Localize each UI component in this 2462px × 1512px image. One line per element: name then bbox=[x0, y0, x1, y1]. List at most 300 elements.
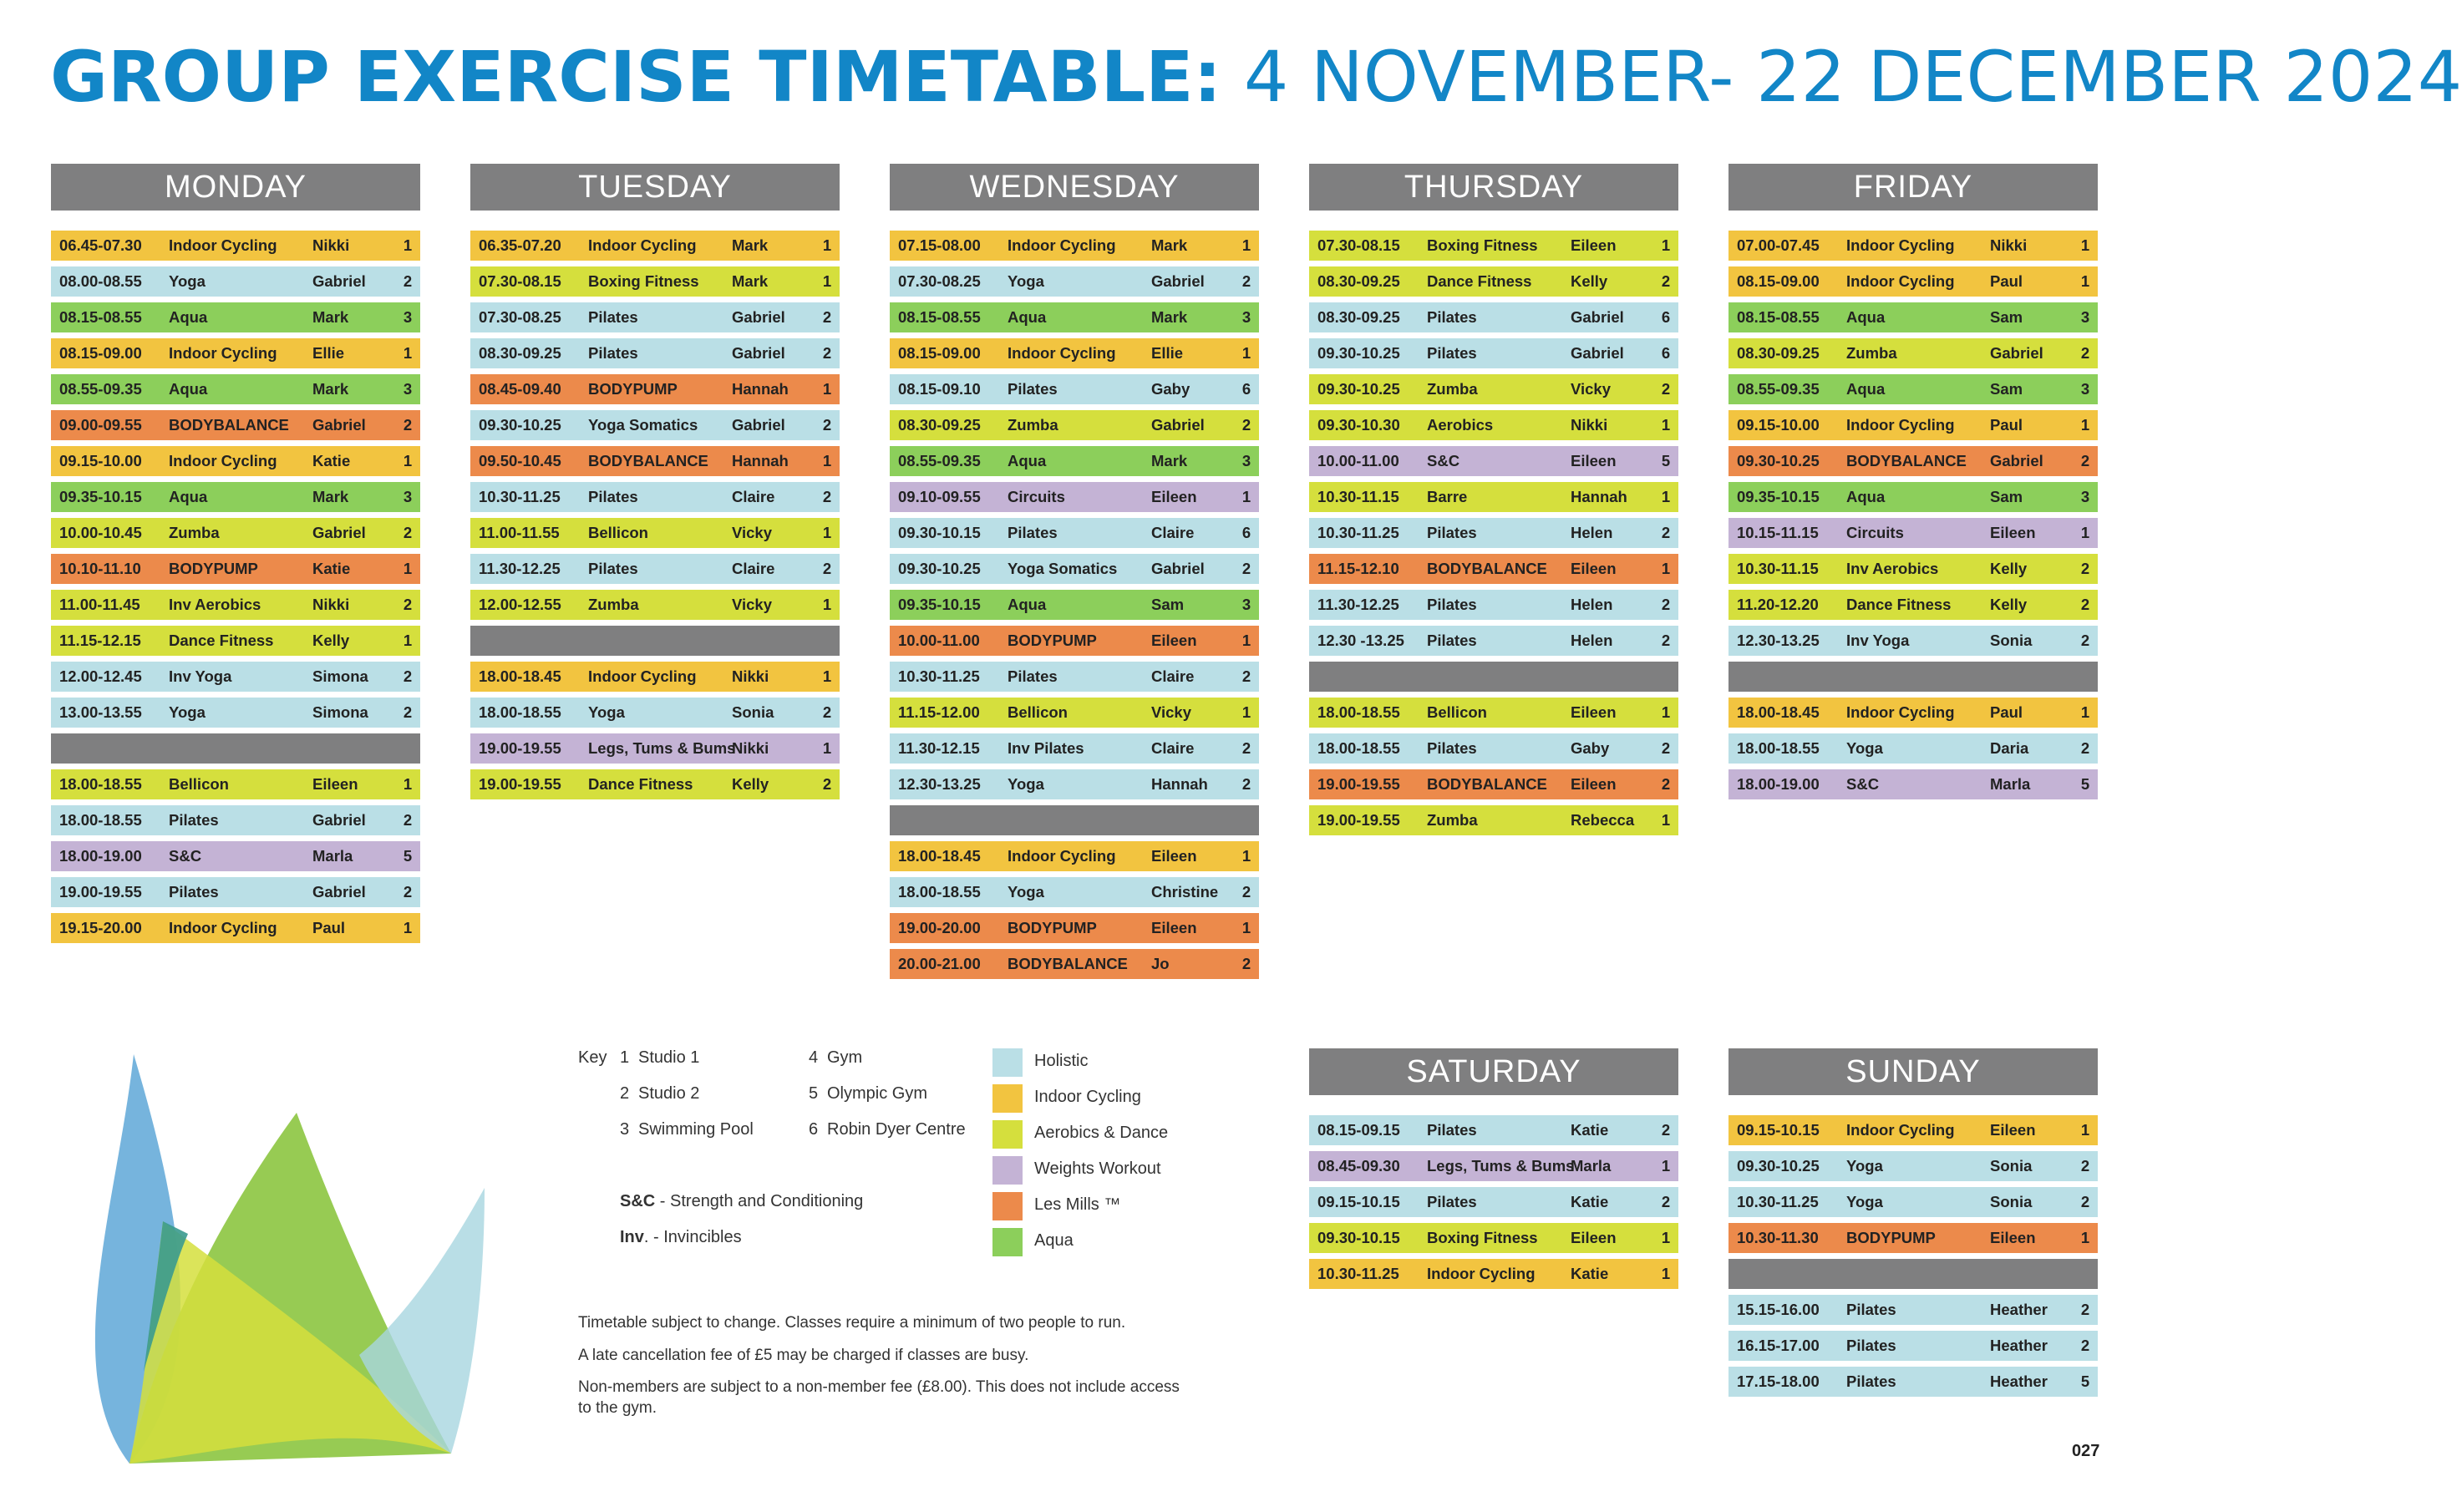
class-name: Yoga bbox=[169, 272, 206, 290]
class-studio: 2 bbox=[1241, 775, 1251, 793]
class-time: 11.30-12.25 bbox=[479, 560, 561, 577]
class-studio: 5 bbox=[2080, 1372, 2090, 1390]
class-studio: 3 bbox=[2080, 380, 2090, 398]
class-time: 10.30-11.25 bbox=[1317, 524, 1399, 541]
class-name: Indoor Cycling bbox=[1846, 236, 1955, 254]
class-instructor: Mark bbox=[312, 308, 349, 326]
class-studio: 2 bbox=[1661, 1193, 1671, 1210]
class-instructor: Eileen bbox=[1571, 560, 1617, 577]
class-time: 10.00-10.45 bbox=[59, 524, 142, 541]
class-time: 06.35-07.20 bbox=[479, 236, 561, 254]
class-time: 18.00-18.45 bbox=[898, 847, 981, 865]
class-instructor: Gabriel bbox=[1151, 560, 1205, 577]
class-studio: 2 bbox=[2080, 1337, 2090, 1354]
class-row bbox=[1309, 590, 1678, 620]
class-name: Zumba bbox=[1427, 811, 1478, 829]
class-name: Boxing Fitness bbox=[588, 272, 699, 290]
class-studio: 2 bbox=[2080, 1193, 2090, 1210]
abbr-meaning: - Strength and Conditioning bbox=[655, 1192, 864, 1210]
class-name: Indoor Cycling bbox=[1008, 236, 1116, 254]
class-time: 09.30-10.15 bbox=[898, 524, 981, 541]
class-time: 13.00-13.55 bbox=[59, 703, 142, 721]
class-name: Indoor Cycling bbox=[1846, 1121, 1955, 1139]
note: A late cancellation fee of £5 may be charged if classes are busy. bbox=[578, 1346, 1029, 1364]
class-row bbox=[1728, 733, 2098, 764]
class-instructor: Eileen bbox=[1990, 1229, 2036, 1246]
class-row bbox=[1309, 769, 1678, 799]
class-studio: 1 bbox=[403, 452, 413, 469]
class-name: Pilates bbox=[1008, 380, 1058, 398]
class-name: Barre bbox=[1427, 488, 1468, 505]
class-studio: 2 bbox=[1241, 955, 1251, 972]
class-time: 09.30-10.25 bbox=[1317, 380, 1400, 398]
day-header-thursday: THURSDAY bbox=[1309, 164, 1678, 211]
class-instructor: Vicky bbox=[1151, 703, 1192, 721]
class-time: 07.30-08.15 bbox=[1317, 236, 1400, 254]
class-instructor: Heather bbox=[1990, 1337, 2048, 1354]
class-time: 09.35-10.15 bbox=[1737, 488, 1820, 505]
class-time: 10.30-11.30 bbox=[1737, 1229, 1819, 1246]
class-studio: 1 bbox=[1241, 488, 1251, 505]
class-instructor: Gaby bbox=[1571, 739, 1610, 757]
class-instructor: Mark bbox=[1151, 236, 1188, 254]
class-row bbox=[890, 338, 1259, 368]
class-row bbox=[51, 554, 420, 584]
class-instructor: Claire bbox=[732, 560, 775, 577]
class-time: 08.30-09.25 bbox=[1737, 344, 1820, 362]
day-column-saturday bbox=[1309, 1048, 1678, 1295]
class-time: 08.30-09.25 bbox=[1317, 272, 1400, 290]
class-instructor: Sonia bbox=[1990, 632, 2033, 649]
class-row bbox=[51, 482, 420, 512]
key-label: Key bbox=[578, 1048, 607, 1067]
class-instructor: Eileen bbox=[1571, 775, 1617, 793]
class-instructor: Christine bbox=[1151, 883, 1219, 901]
class-studio: 1 bbox=[1661, 416, 1671, 434]
class-instructor: Vicky bbox=[732, 524, 773, 541]
class-time: 18.00-18.55 bbox=[1317, 703, 1400, 721]
key-studio-num: 3 bbox=[620, 1120, 630, 1139]
class-time: 18.00-19.00 bbox=[59, 847, 142, 865]
class-instructor: Nikki bbox=[1571, 416, 1608, 434]
class-studio: 1 bbox=[822, 596, 832, 613]
class-row bbox=[470, 554, 840, 584]
day-column-sunday bbox=[1728, 1048, 2098, 1403]
class-instructor: Jo bbox=[1151, 955, 1170, 972]
class-name: BODYBALANCE bbox=[1427, 775, 1547, 793]
class-row bbox=[1309, 1259, 1678, 1289]
class-time: 09.30-10.25 bbox=[1317, 344, 1400, 362]
class-time: 19.00-19.55 bbox=[59, 883, 142, 901]
class-studio: 1 bbox=[1661, 560, 1671, 577]
class-time: 06.45-07.30 bbox=[59, 236, 142, 254]
key-studio-name: Olympic Gym bbox=[827, 1084, 927, 1103]
class-instructor: Hannah bbox=[732, 380, 789, 398]
class-row bbox=[890, 877, 1259, 907]
class-studio: 2 bbox=[1661, 1121, 1671, 1139]
class-studio: 1 bbox=[403, 775, 413, 793]
class-name: Yoga bbox=[588, 703, 625, 721]
class-studio: 1 bbox=[1241, 632, 1251, 649]
class-name: Inv Yoga bbox=[1846, 632, 1910, 649]
class-name: Circuits bbox=[1846, 524, 1904, 541]
class-instructor: Gabriel bbox=[732, 416, 785, 434]
class-name: Zumba bbox=[1427, 380, 1478, 398]
class-studio: 5 bbox=[2080, 775, 2090, 793]
class-time: 12.00-12.45 bbox=[59, 667, 142, 685]
class-row bbox=[470, 733, 840, 764]
key-studio-name: Gym bbox=[827, 1048, 863, 1067]
class-studio: 3 bbox=[403, 308, 413, 326]
class-name: Aqua bbox=[1846, 488, 1886, 505]
class-instructor: Rebecca bbox=[1571, 811, 1635, 829]
class-name: Indoor Cycling bbox=[1846, 272, 1955, 290]
class-list-tuesday bbox=[470, 231, 840, 799]
class-name: Pilates bbox=[588, 488, 638, 505]
class-studio: 1 bbox=[1661, 236, 1671, 254]
class-row bbox=[1728, 1187, 2098, 1217]
class-row bbox=[1309, 1187, 1678, 1217]
class-name: Pilates bbox=[1008, 667, 1058, 685]
class-row bbox=[51, 662, 420, 692]
class-name: Zumba bbox=[588, 596, 639, 613]
class-studio: 1 bbox=[1661, 811, 1671, 829]
class-name: Circuits bbox=[1008, 488, 1065, 505]
class-row bbox=[1309, 554, 1678, 584]
class-studio: 1 bbox=[403, 236, 413, 254]
class-name: BODYPUMP bbox=[169, 560, 258, 577]
class-studio: 2 bbox=[822, 775, 832, 793]
class-name: Indoor Cycling bbox=[169, 236, 277, 254]
class-instructor: Sonia bbox=[1990, 1157, 2033, 1175]
class-studio: 2 bbox=[2080, 596, 2090, 613]
class-studio: 1 bbox=[2080, 703, 2090, 721]
class-studio: 1 bbox=[1661, 1157, 1671, 1175]
class-instructor: Paul bbox=[312, 919, 346, 936]
class-row bbox=[51, 446, 420, 476]
class-name: Zumba bbox=[169, 524, 220, 541]
class-name: BODYPUMP bbox=[1008, 632, 1097, 649]
class-instructor: Mark bbox=[312, 380, 349, 398]
day-column-friday bbox=[1728, 164, 2098, 805]
class-name: S&C bbox=[169, 847, 202, 865]
class-name: Aqua bbox=[169, 488, 208, 505]
class-row bbox=[1728, 410, 2098, 440]
key-studio-num: 5 bbox=[809, 1084, 819, 1103]
class-name: S&C bbox=[1846, 775, 1880, 793]
class-name: Pilates bbox=[169, 883, 219, 901]
class-row bbox=[1309, 698, 1678, 728]
class-row bbox=[51, 410, 420, 440]
class-studio: 1 bbox=[403, 344, 413, 362]
class-studio: 1 bbox=[2080, 416, 2090, 434]
class-time: 19.15-20.00 bbox=[59, 919, 142, 936]
class-row bbox=[51, 877, 420, 907]
class-name: Indoor Cycling bbox=[1427, 1265, 1536, 1282]
class-studio: 5 bbox=[403, 847, 413, 865]
class-instructor: Vicky bbox=[1571, 380, 1612, 398]
class-studio: 1 bbox=[822, 524, 832, 541]
class-instructor: Gaby bbox=[1151, 380, 1190, 398]
class-instructor: Daria bbox=[1990, 739, 2029, 757]
class-name: BODYPUMP bbox=[1846, 1229, 1936, 1246]
legend-label: Indoor Cycling bbox=[1034, 1088, 1141, 1106]
class-time: 18.00-18.45 bbox=[479, 667, 561, 685]
class-time: 19.00-19.55 bbox=[479, 739, 561, 757]
class-row bbox=[470, 698, 840, 728]
class-time: 10.30-11.25 bbox=[479, 488, 561, 505]
class-studio: 6 bbox=[1661, 344, 1671, 362]
class-time: 19.00-20.00 bbox=[898, 919, 981, 936]
class-time: 11.15-12.10 bbox=[1317, 560, 1399, 577]
class-row bbox=[1728, 518, 2098, 548]
class-name: BODYBALANCE bbox=[1008, 955, 1128, 972]
key-studio-name: Studio 1 bbox=[638, 1048, 700, 1067]
class-studio: 1 bbox=[403, 919, 413, 936]
class-row bbox=[890, 518, 1259, 548]
class-time: 10.15-11.15 bbox=[1737, 524, 1819, 541]
class-instructor: Gabriel bbox=[1151, 416, 1205, 434]
class-name: Dance Fitness bbox=[588, 775, 693, 793]
class-name: Indoor Cycling bbox=[588, 667, 697, 685]
class-row bbox=[470, 266, 840, 297]
key-studio-name: Robin Dyer Centre bbox=[827, 1120, 966, 1139]
class-time: 09.30-10.25 bbox=[1737, 1157, 1820, 1175]
class-name: Aqua bbox=[1008, 308, 1047, 326]
class-name: Zumba bbox=[1008, 416, 1058, 434]
class-instructor: Gabriel bbox=[1571, 344, 1624, 362]
class-list-monday bbox=[51, 231, 420, 943]
class-row bbox=[470, 446, 840, 476]
class-row bbox=[890, 554, 1259, 584]
class-time: 12.00-12.55 bbox=[479, 596, 561, 613]
class-name: Aqua bbox=[169, 380, 208, 398]
class-time: 18.00-18.55 bbox=[898, 883, 981, 901]
key-studio-num: 4 bbox=[809, 1048, 819, 1067]
class-instructor: Eileen bbox=[1151, 488, 1197, 505]
class-studio: 5 bbox=[1661, 452, 1671, 469]
class-studio: 2 bbox=[403, 703, 413, 721]
legend-label: Holistic bbox=[1034, 1052, 1089, 1070]
class-instructor: Eileen bbox=[1151, 919, 1197, 936]
class-studio: 2 bbox=[822, 488, 832, 505]
legend-swatch-weights bbox=[992, 1156, 1023, 1185]
day-header-monday: MONDAY bbox=[51, 164, 420, 211]
class-time: 09.15-10.15 bbox=[1317, 1193, 1400, 1210]
class-time: 09.30-10.30 bbox=[1317, 416, 1400, 434]
class-instructor: Nikki bbox=[732, 739, 769, 757]
class-studio: 2 bbox=[822, 703, 832, 721]
class-row bbox=[51, 590, 420, 620]
class-studio: 6 bbox=[1661, 308, 1671, 326]
schedule-separator bbox=[1728, 1259, 2098, 1289]
class-time: 09.50-10.45 bbox=[479, 452, 561, 469]
class-row bbox=[890, 231, 1259, 261]
class-row bbox=[890, 698, 1259, 728]
class-time: 19.00-19.55 bbox=[479, 775, 561, 793]
class-time: 08.55-09.35 bbox=[59, 380, 142, 398]
class-name: Bellicon bbox=[1427, 703, 1487, 721]
class-time: 09.15-10.15 bbox=[1737, 1121, 1820, 1139]
class-time: 18.00-18.55 bbox=[59, 775, 142, 793]
class-instructor: Kelly bbox=[1990, 596, 2028, 613]
legend-swatch-holistic bbox=[992, 1048, 1023, 1077]
class-row bbox=[1728, 231, 2098, 261]
class-row bbox=[1309, 266, 1678, 297]
note: Timetable subject to change. Classes require a minimum of two people to run. bbox=[578, 1314, 1126, 1332]
day-column-wednesday bbox=[890, 164, 1259, 985]
class-row bbox=[890, 266, 1259, 297]
class-time: 11.20-12.20 bbox=[1737, 596, 1819, 613]
class-time: 17.15-18.00 bbox=[1737, 1372, 1820, 1390]
class-name: Pilates bbox=[1427, 1121, 1477, 1139]
class-time: 10.00-11.00 bbox=[1317, 452, 1399, 469]
class-studio: 1 bbox=[2080, 524, 2090, 541]
class-time: 08.30-09.25 bbox=[898, 416, 981, 434]
class-time: 18.00-18.55 bbox=[1317, 739, 1400, 757]
class-instructor: Kelly bbox=[312, 632, 350, 649]
day-header-tuesday: TUESDAY bbox=[470, 164, 840, 211]
class-studio: 2 bbox=[822, 416, 832, 434]
class-time: 08.45-09.30 bbox=[1317, 1157, 1400, 1175]
class-studio: 3 bbox=[1241, 452, 1251, 469]
legend-swatch-lesmills bbox=[992, 1192, 1023, 1220]
class-time: 08.15-08.55 bbox=[898, 308, 981, 326]
class-studio: 1 bbox=[1241, 847, 1251, 865]
class-list-thursday bbox=[1309, 231, 1678, 835]
class-time: 16.15-17.00 bbox=[1737, 1337, 1820, 1354]
class-instructor: Katie bbox=[1571, 1121, 1609, 1139]
class-row bbox=[1728, 554, 2098, 584]
class-time: 08.15-09.00 bbox=[1737, 272, 1820, 290]
class-studio: 2 bbox=[822, 308, 832, 326]
class-time: 11.00-11.45 bbox=[59, 596, 140, 613]
class-row bbox=[51, 374, 420, 404]
class-instructor: Gabriel bbox=[1151, 272, 1205, 290]
class-name: S&C bbox=[1427, 452, 1460, 469]
class-name: Pilates bbox=[588, 560, 638, 577]
class-row bbox=[890, 410, 1259, 440]
class-name: Indoor Cycling bbox=[169, 919, 277, 936]
class-time: 09.00-09.55 bbox=[59, 416, 142, 434]
class-name: Inv Pilates bbox=[1008, 739, 1084, 757]
class-name: BODYBALANCE bbox=[1427, 560, 1547, 577]
class-studio: 1 bbox=[1241, 703, 1251, 721]
class-row bbox=[890, 662, 1259, 692]
class-name: Pilates bbox=[1427, 524, 1477, 541]
class-instructor: Eileen bbox=[1571, 703, 1617, 721]
class-row bbox=[1309, 1223, 1678, 1253]
studio-key bbox=[578, 1048, 1213, 1249]
day-column-tuesday bbox=[470, 164, 840, 805]
key-studio-num: 2 bbox=[620, 1084, 630, 1103]
class-time: 18.00-18.45 bbox=[1737, 703, 1820, 721]
class-name: Inv Yoga bbox=[169, 667, 232, 685]
class-name: Pilates bbox=[1427, 596, 1477, 613]
class-name: Aqua bbox=[1008, 596, 1047, 613]
class-instructor: Simona bbox=[312, 703, 368, 721]
class-studio: 1 bbox=[822, 272, 832, 290]
class-instructor: Mark bbox=[1151, 452, 1188, 469]
class-studio: 2 bbox=[403, 416, 413, 434]
class-name: Yoga Somatics bbox=[1008, 560, 1118, 577]
class-time: 11.30-12.25 bbox=[1317, 596, 1399, 613]
class-studio: 2 bbox=[403, 272, 413, 290]
class-time: 08.15-09.10 bbox=[898, 380, 981, 398]
note: Non-members are subject to a non-member fee (£8.00). This does not include access to the gym. bbox=[578, 1378, 1180, 1418]
class-studio: 3 bbox=[2080, 308, 2090, 326]
class-time: 08.30-09.25 bbox=[1317, 308, 1400, 326]
class-studio: 1 bbox=[1661, 1265, 1671, 1282]
class-instructor: Kelly bbox=[732, 775, 769, 793]
class-instructor: Sam bbox=[1151, 596, 1185, 613]
class-name: Boxing Fitness bbox=[1427, 1229, 1538, 1246]
class-time: 18.00-18.55 bbox=[59, 811, 142, 829]
class-row bbox=[1309, 1151, 1678, 1181]
class-row bbox=[1309, 518, 1678, 548]
class-instructor: Mark bbox=[1151, 308, 1188, 326]
class-row bbox=[470, 302, 840, 332]
class-instructor: Gabriel bbox=[1990, 344, 2043, 362]
day-column-thursday bbox=[1309, 164, 1678, 841]
class-time: 09.15-10.00 bbox=[1737, 416, 1820, 434]
class-row bbox=[1309, 482, 1678, 512]
class-name: Pilates bbox=[1427, 1193, 1477, 1210]
class-row bbox=[470, 374, 840, 404]
class-name: Indoor Cycling bbox=[1008, 847, 1116, 865]
class-row bbox=[890, 949, 1259, 979]
legend-label: Aqua bbox=[1034, 1231, 1074, 1250]
class-instructor: Hannah bbox=[732, 452, 789, 469]
class-name: Pilates bbox=[1846, 1337, 1896, 1354]
class-studio: 2 bbox=[1241, 560, 1251, 577]
class-row bbox=[1309, 626, 1678, 656]
class-studio: 3 bbox=[403, 488, 413, 505]
class-name: Aqua bbox=[1846, 380, 1886, 398]
class-studio: 2 bbox=[1241, 272, 1251, 290]
title-bold: GROUP EXERCISE TIMETABLE: bbox=[50, 36, 1222, 118]
class-studio: 1 bbox=[1661, 488, 1671, 505]
class-instructor: Heather bbox=[1990, 1372, 2048, 1390]
class-time: 08.15-09.00 bbox=[898, 344, 981, 362]
class-instructor: Mark bbox=[732, 272, 769, 290]
class-instructor: Paul bbox=[1990, 703, 2023, 721]
class-row bbox=[890, 733, 1259, 764]
class-studio: 1 bbox=[822, 236, 832, 254]
class-instructor: Sam bbox=[1990, 380, 2023, 398]
class-time: 18.00-18.55 bbox=[1737, 739, 1820, 757]
class-time: 10.30-11.25 bbox=[898, 667, 980, 685]
class-name: BODYBALANCE bbox=[588, 452, 708, 469]
class-studio: 1 bbox=[1241, 919, 1251, 936]
class-name: Yoga bbox=[1008, 272, 1044, 290]
class-time: 08.15-08.55 bbox=[59, 308, 142, 326]
class-studio: 2 bbox=[1241, 739, 1251, 757]
class-name: Aqua bbox=[169, 308, 208, 326]
class-instructor: Gabriel bbox=[312, 811, 366, 829]
class-studio: 1 bbox=[2080, 272, 2090, 290]
class-name: Indoor Cycling bbox=[1846, 416, 1955, 434]
class-instructor: Gabriel bbox=[732, 344, 785, 362]
class-studio: 1 bbox=[822, 380, 832, 398]
class-studio: 2 bbox=[1661, 380, 1671, 398]
class-row bbox=[890, 626, 1259, 656]
class-row bbox=[890, 913, 1259, 943]
class-row bbox=[890, 374, 1259, 404]
class-row bbox=[1728, 1115, 2098, 1145]
class-row bbox=[890, 482, 1259, 512]
class-row bbox=[1728, 266, 2098, 297]
